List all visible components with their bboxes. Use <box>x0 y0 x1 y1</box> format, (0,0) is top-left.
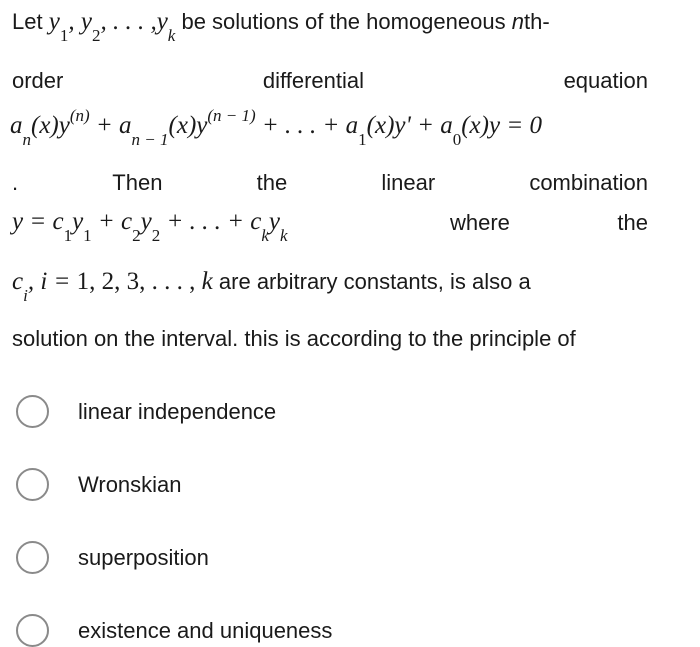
constants-math: $c_i$, i = 1, 2, 3, . . . , k <box>12 268 213 305</box>
question-line-4 <box>12 170 648 196</box>
option-label: existence and uniqueness <box>78 617 333 643</box>
question-line-5 <box>12 208 648 245</box>
word-combination: combination <box>529 170 648 195</box>
nth-suffix: th- <box>523 9 550 34</box>
question-line-6 <box>12 268 648 305</box>
nth-n: n <box>511 9 524 34</box>
question-line-1 <box>12 8 648 45</box>
solution-list-math: $y_1$, $y_2$, . . . $,y_k$ <box>48 8 176 45</box>
radio-button[interactable] <box>16 395 49 428</box>
word-the-2: the <box>617 210 648 235</box>
question-line-7: solution on the interval. this is according to the principle of <box>12 326 576 351</box>
option-existence-and-uniqueness[interactable] <box>16 614 332 647</box>
word-the: the <box>256 170 288 195</box>
word-where: where <box>450 210 510 235</box>
period: . <box>12 170 19 195</box>
option-wronskian[interactable] <box>16 468 182 501</box>
question-line-2 <box>12 68 648 94</box>
radio-button[interactable] <box>16 468 49 501</box>
word-linear: linear <box>381 170 436 195</box>
word-equation: equation <box>563 68 648 93</box>
radio-button[interactable] <box>16 614 49 647</box>
question-text-1: be solutions of the homogeneous <box>181 9 506 34</box>
option-label: linear independence <box>78 398 277 424</box>
option-label: superposition <box>78 544 209 570</box>
word-order: order <box>12 68 64 93</box>
linear-combination-math: $y = c_1y_1 + c_2y_2$ + . . . + $c_ky_k$ <box>12 208 288 245</box>
word-differential: differential <box>262 68 365 93</box>
question-text-6: are arbitrary constants, is also a <box>218 269 531 294</box>
radio-button[interactable] <box>16 541 49 574</box>
word-let: Let <box>12 9 43 34</box>
word-then: Then <box>112 170 163 195</box>
option-linear-independence[interactable] <box>16 395 276 428</box>
differential-equation-math: $a_n(x)y^{(n)} + a_{n - 1}(x)y^{(n - 1)}$ + . . . + $a_1(x)y' + a_0(x)y = 0$ <box>10 106 542 149</box>
option-superposition[interactable] <box>16 541 209 574</box>
option-label: Wronskian <box>78 471 182 497</box>
